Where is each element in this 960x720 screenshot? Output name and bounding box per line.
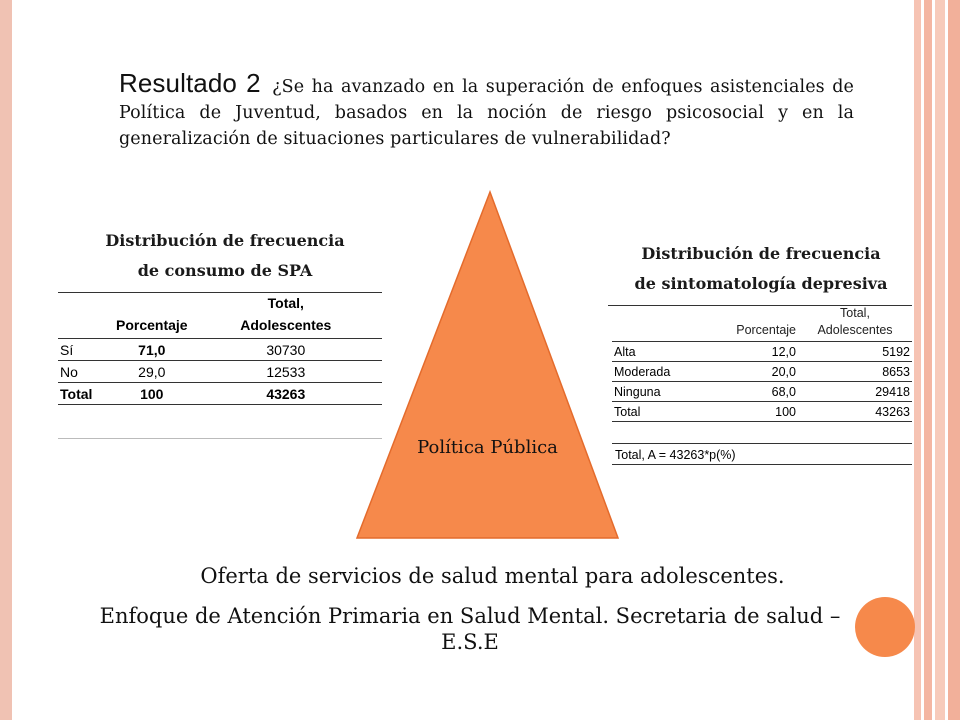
table-row xyxy=(612,342,912,362)
table-header-row xyxy=(612,305,912,342)
row-percentage: 100 xyxy=(114,383,190,405)
policy-triangle xyxy=(355,190,620,540)
orange-circle-accent xyxy=(855,597,915,657)
header-empty xyxy=(612,305,686,342)
dep-title-line1: Distribución de frecuencia xyxy=(641,244,881,263)
row-percentage: 29,0 xyxy=(114,361,190,383)
bottom-text-line1: Oferta de servicios de salud mental para adolescentes. xyxy=(200,564,785,588)
table-row-total xyxy=(58,383,382,405)
dep-title-line2: de sintomatología depresiva xyxy=(634,274,888,293)
table-row xyxy=(612,382,912,402)
heading-lead: Resultado 2 xyxy=(119,68,261,98)
table-header-row xyxy=(58,292,382,339)
slide-heading xyxy=(119,70,854,152)
row-percentage: 20,0 xyxy=(686,362,798,382)
row-label: Ninguna xyxy=(612,382,686,402)
row-percentage: 12,0 xyxy=(686,342,798,362)
header-empty xyxy=(58,292,114,339)
row-total: 43263 xyxy=(798,402,912,422)
table-row-total xyxy=(612,402,912,422)
header-total xyxy=(190,292,382,339)
row-total: 30730 xyxy=(190,339,382,361)
header-total-line2: Adolescentes xyxy=(240,317,332,333)
spa-title-line1: Distribución de frecuencia xyxy=(105,231,345,250)
row-percentage: 71,0 xyxy=(114,339,190,361)
table-row xyxy=(612,362,912,382)
table-row xyxy=(58,361,382,383)
depression-table-title xyxy=(600,239,922,299)
spa-table xyxy=(58,292,382,405)
header-total-line1: Total, xyxy=(267,295,304,311)
row-total: 8653 xyxy=(798,362,912,382)
triangle-label: Política Pública xyxy=(417,437,558,458)
dep-table-footnote: Total, A = 43263*p(%) xyxy=(612,443,912,465)
row-percentage: 68,0 xyxy=(686,382,798,402)
spa-table-title xyxy=(58,226,392,286)
header-percentage: Porcentaje xyxy=(736,323,796,337)
row-total: 12533 xyxy=(190,361,382,383)
row-percentage: 100 xyxy=(686,402,798,422)
heading-question: ¿Se ha avanzado en la superación de enfoques asistenciales de Política de Juventud, basados en la noción de riesgo psicosocial y en la generalización de situaciones particulares de vulnerabilidad? xyxy=(119,77,854,149)
row-label: Moderada xyxy=(612,362,686,382)
depression-table xyxy=(612,305,912,422)
spa-title-line2: de consumo de SPA xyxy=(137,261,313,280)
bottom-text-line2: Enfoque de Atención Primaria en Salud Mental. Secretaria de salud – E.S.E xyxy=(99,604,841,654)
left-frame-bar xyxy=(0,0,12,720)
spa-table-bottom-rule xyxy=(58,438,382,439)
row-total: 43263 xyxy=(190,383,382,405)
row-total: 5192 xyxy=(798,342,912,362)
header-total-line2: Adolescentes xyxy=(817,323,893,337)
row-label: Total xyxy=(612,402,686,422)
header-total xyxy=(798,305,912,342)
header-total-line1: Total, xyxy=(840,306,870,320)
row-label: Total xyxy=(58,383,114,405)
row-label: No xyxy=(58,361,114,383)
right-decorative-stripes xyxy=(914,0,960,720)
header-percentage: Porcentaje xyxy=(116,317,188,333)
table-row xyxy=(58,339,382,361)
row-total: 29418 xyxy=(798,382,912,402)
row-label: Alta xyxy=(612,342,686,362)
row-label: Sí xyxy=(58,339,114,361)
